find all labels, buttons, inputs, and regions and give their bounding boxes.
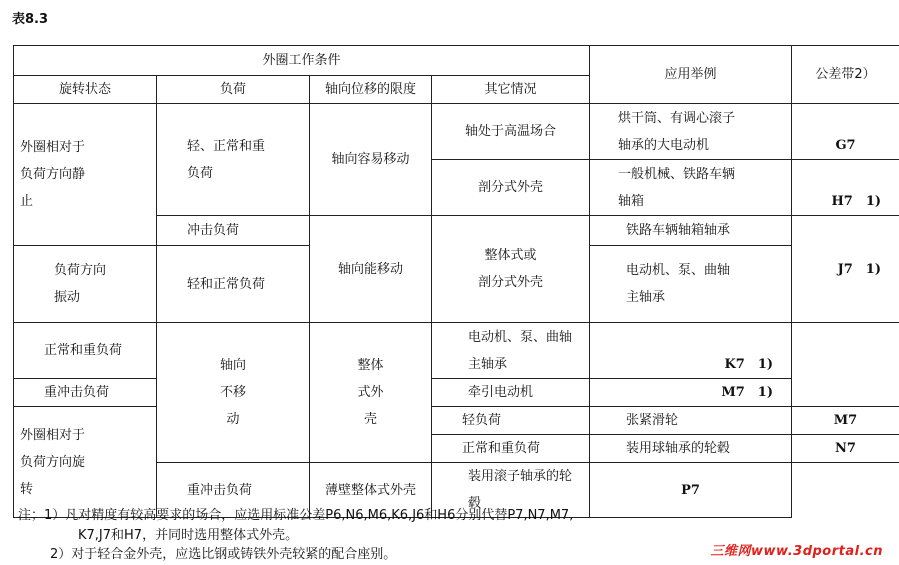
app-ball-bearing-hub: 装用球轴承的轮毂 xyxy=(590,435,792,463)
header-rotation: 旋转状态 xyxy=(14,76,157,104)
rotation-static: 外圈相对于 负荷方向静 止 xyxy=(14,104,157,246)
tol-p7: P7 xyxy=(590,463,792,518)
load-light: 轻负荷 xyxy=(432,407,590,435)
tol-g7: G7 xyxy=(792,104,899,160)
tol-m7: M7 xyxy=(792,407,899,435)
header-outer-conditions: 外圈工作条件 xyxy=(14,46,590,76)
other-whole-housing: 整体 式外 壳 xyxy=(310,323,432,463)
app-machinery: 一般机械、铁路车辆 轴箱 xyxy=(590,160,792,216)
header-load: 负荷 xyxy=(157,76,310,104)
load-heavy-impact-2: 重冲击负荷 xyxy=(157,463,310,518)
tol-m7-1: M7 1) xyxy=(590,379,792,407)
tol-k7: K7 1) xyxy=(590,323,792,379)
app-tension-pulley: 张紧滑轮 xyxy=(590,407,792,435)
tol-j7: J7 1) xyxy=(792,216,899,323)
header-axial: 轴向位移的限度 xyxy=(310,76,432,104)
app-motor-pump-1: 电动机、泵、曲轴 主轴承 xyxy=(590,246,792,323)
app-traction-motor: 牵引电动机 xyxy=(432,379,590,407)
header-other: 其它情况 xyxy=(432,76,590,104)
rotation-rotating: 外圈相对于 负荷方向旋 转 xyxy=(14,407,157,518)
other-thin-wall: 薄壁整体式外壳 xyxy=(310,463,432,518)
watermark: 三维网www.3dportal.cn xyxy=(710,544,883,559)
axial-can-move: 轴向能移动 xyxy=(310,216,432,323)
note-line-3: 2）对于轻合金外壳，应选比钢或铸铁外壳较紧的配合座别。 xyxy=(50,547,397,562)
header-application: 应用举例 xyxy=(590,46,792,104)
app-motor-pump-2: 电动机、泵、曲轴 主轴承 xyxy=(432,323,590,379)
other-high-temp: 轴处于高温场合 xyxy=(432,104,590,160)
fit-table xyxy=(13,45,899,518)
table-caption: 表8.3 xyxy=(12,12,49,27)
load-impact: 冲击负荷 xyxy=(157,216,310,246)
load-normal-heavy-2: 正常和重负荷 xyxy=(432,435,590,463)
tol-h7: H7 1) xyxy=(792,160,899,216)
app-rail-axlebox: 铁路车辆轴箱轴承 xyxy=(590,216,792,246)
load-heavy-impact: 重冲击负荷 xyxy=(14,379,157,407)
other-whole-or-split: 整体式或 剖分式外壳 xyxy=(432,216,590,323)
load-normal-heavy: 正常和重负荷 xyxy=(14,323,157,379)
other-split-housing: 剖分式外壳 xyxy=(432,160,590,216)
load-light-normal: 轻和正常负荷 xyxy=(157,246,310,323)
header-tolerance: 公差带2） xyxy=(792,46,899,104)
app-roller-bearing-hub: 装用滚子轴承的轮毂 xyxy=(432,463,590,518)
note-line-2: K7,J7和H7，并同时选用整体式外壳。 xyxy=(78,528,299,543)
axial-none: 轴向 不移 动 xyxy=(157,323,310,463)
load-light-normal-heavy: 轻、正常和重 负荷 xyxy=(157,104,310,216)
axial-easy: 轴向容易移动 xyxy=(310,104,432,216)
app-dryer: 烘干筒、有调心滚子 轴承的大电动机 xyxy=(590,104,792,160)
note-line-1: 注；1）凡对精度有较高要求的场合，应选用标准公差P6,N6,M6,K6,J6和H6分别代替P7,N7,M7, xyxy=(18,508,574,523)
rotation-vibration: 负荷方向 振动 xyxy=(14,246,157,323)
tol-n7: N7 xyxy=(792,435,899,463)
